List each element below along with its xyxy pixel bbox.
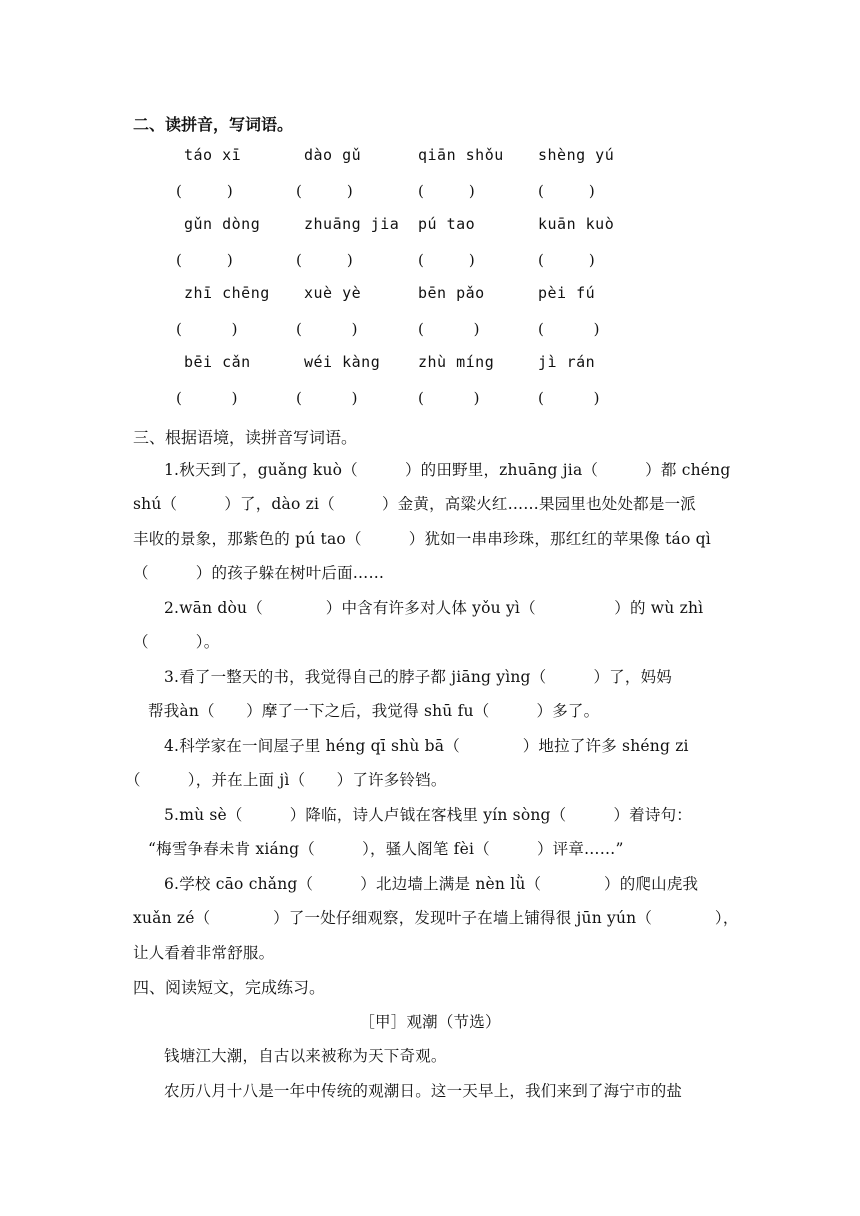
answer-blank[interactable]: ( ) <box>538 320 600 338</box>
answer-blank[interactable]: ( ) <box>538 182 595 200</box>
exercise-line: 丰收的景象，那紫色的 pú tao（ ）犹如一串串珍珠，那红红的苹果像 táo qì <box>133 530 711 548</box>
pinyin-label: dào gǔ <box>304 146 362 164</box>
exercise-line: 帮我àn（ ）摩了一下之后，我觉得 shū fu（ ）多了。 <box>148 702 600 720</box>
pinyin-label: bēn pǎo <box>418 284 485 302</box>
exercise-line: 5.mù sè（ ）降临，诗人卢钺在客栈里 yín sòng（ ）着诗句： <box>164 806 692 824</box>
pinyin-label: gǔn dòng <box>184 215 261 233</box>
answer-blank[interactable]: ( ) <box>176 320 238 338</box>
answer-blank[interactable]: ( ) <box>296 320 358 338</box>
answer-blank[interactable]: ( ) <box>538 251 595 269</box>
pinyin-label: xuè yè <box>304 284 362 302</box>
pinyin-label: qiān shǒu <box>418 146 504 164</box>
exercise-line: 让人看着非常舒服。 <box>133 944 275 962</box>
exercise-line: （ ）的孩子躲在树叶后面…… <box>133 564 385 582</box>
exercise-line: 6.学校 cāo chǎng（ ）北边墙上满是 nèn lǜ（ ）的爬山虎我 <box>164 875 699 893</box>
exercise-line: shú（ ）了，dào zi（ ）金黄，高粱火红……果园里也处处都是一派 <box>133 495 696 513</box>
exercise-line: “梅雪争春未肯 xiáng（ ），骚人阁笔 fèi（ ）评章……” <box>148 840 624 858</box>
exercise-line: 2.wān dòu（ ）中含有许多对人体 yǒu yì（ ）的 wù zhì <box>164 599 704 617</box>
pinyin-label: zhuāng jia <box>304 215 400 233</box>
section2-title: 二、读拼音，写词语。 <box>133 115 294 134</box>
answer-blank[interactable]: ( ) <box>296 389 358 407</box>
section4-title: 四、阅读短文，完成练习。 <box>133 978 326 997</box>
exercise-line: xuǎn zé（ ）了一处仔细观察，发现叶子在墙上铺得很 jūn yún（ ）， <box>133 909 739 927</box>
pinyin-label: bēi cǎn <box>184 353 251 371</box>
exercise-line: 4.科学家在一间屋子里 héng qī shù bā（ ）地拉了许多 shéng zi <box>164 737 689 755</box>
pinyin-label: zhī chēng <box>184 284 270 302</box>
passage-paragraph: 钱塘江大潮，自古以来被称为天下奇观。 <box>164 1047 447 1065</box>
answer-blank[interactable]: ( ) <box>418 389 480 407</box>
answer-blank[interactable]: ( ) <box>418 251 475 269</box>
answer-blank[interactable]: ( ) <box>176 251 233 269</box>
pinyin-label: kuān kuò <box>538 215 615 233</box>
answer-blank[interactable]: ( ) <box>418 320 480 338</box>
pinyin-label: pú tao <box>418 215 476 233</box>
answer-blank[interactable]: ( ) <box>176 389 238 407</box>
exercise-line: （ ）。 <box>133 633 220 651</box>
answer-blank[interactable]: ( ) <box>296 182 353 200</box>
answer-blank[interactable]: ( ) <box>538 389 600 407</box>
pinyin-label: jì rán <box>538 353 596 371</box>
answer-blank[interactable]: ( ) <box>418 182 475 200</box>
section3-title: 三、根据语境，读拼音写词语。 <box>133 428 358 447</box>
pinyin-label: wéi kàng <box>304 353 381 371</box>
answer-blank[interactable]: ( ) <box>296 251 353 269</box>
exercise-line: 1.秋天到了，guǎng kuò（ ）的田野里，zhuāng jia（ ）都 chéng <box>164 461 731 479</box>
pinyin-label: pèi fú <box>538 284 596 302</box>
pinyin-label: táo xī <box>184 146 242 164</box>
pinyin-label: shèng yú <box>538 146 615 164</box>
passage-paragraph: 农历八月十八是一年中传统的观潮日。这一天早上，我们来到了海宁市的盐 <box>164 1082 683 1100</box>
passage-title: ［甲］观潮（节选） <box>359 1013 501 1031</box>
pinyin-label: zhù míng <box>418 353 495 371</box>
exercise-line: 3.看了一整天的书，我觉得自己的脖子都 jiāng yìng（ ）了，妈妈 <box>164 668 672 686</box>
exercise-line: （ ），并在上面 jì（ ）了许多铃铛。 <box>125 771 447 789</box>
answer-blank[interactable]: ( ) <box>176 182 233 200</box>
